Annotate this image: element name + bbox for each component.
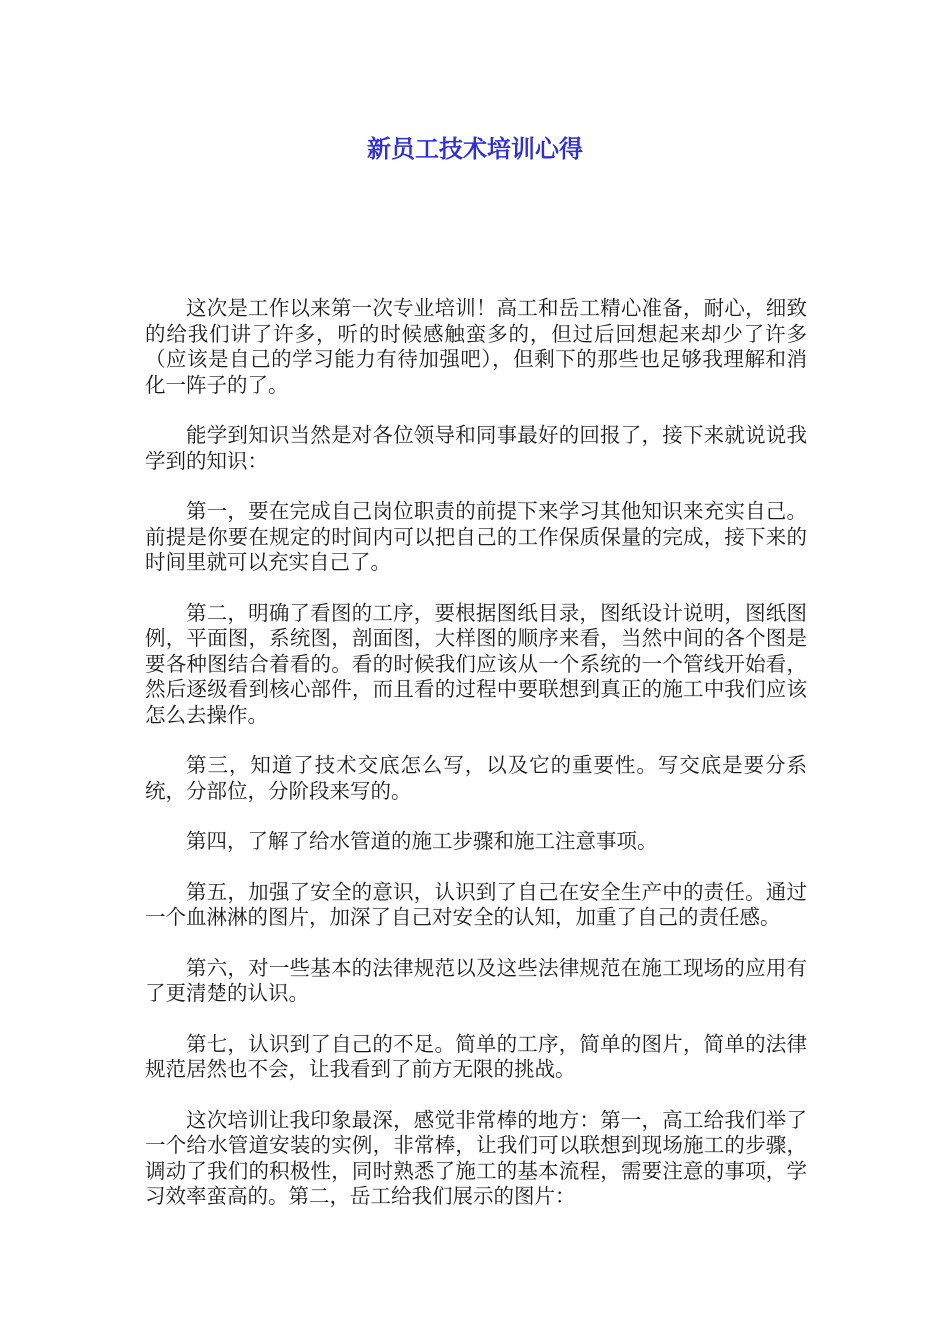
document-title: 新员工技术培训心得	[367, 135, 583, 163]
paragraph-6: 第四，了解了给水管道的施工步骤和施工注意事项。	[186, 829, 658, 853]
paragraph-2: 能学到知识当然是对各位领导和同事最好的回报了，接下来就说说我学到的知识：	[145, 423, 807, 473]
paragraph-9: 第七，认识到了自己的不足。简单的工序，简单的图片，简单的法律规范居然也不会，让我看到了前方无限的挑战。	[145, 1031, 807, 1081]
document-body	[145, 296, 807, 1235]
paragraph-3: 第一，要在完成自己岗位职责的前提下来学习其他知识来充实自己。前提是你要在规定的时间内可以把自己的工作保质保量的完成，接下来的时间里就可以充实自己了。	[145, 499, 807, 574]
paragraph-5: 第三，知道了技术交底怎么写，以及它的重要性。写交底是要分系统，分部位，分阶段来写的。	[145, 753, 807, 803]
paragraph-7: 第五，加强了安全的意识，认识到了自己在安全生产中的责任。通过一个血淋淋的图片，加深了自己对安全的认知，加重了自己的责任感。	[145, 879, 807, 929]
paragraph-1: 这次是工作以来第一次专业培训！高工和岳工精心准备，耐心，细致的给我们讲了许多，听的时候感触蛮多的，但过后回想起来却少了许多（应该是自己的学习能力有待加强吧），但剩下的那些也足够我理解和消化一阵子的了。	[145, 296, 807, 397]
paragraph-10: 这次培训让我印象最深，感觉非常棒的地方：第一，高工给我们举了一个给水管道安装的实例，非常棒，让我们可以联想到现场施工的步骤，调动了我们的积极性，同时熟悉了施工的基本流程，需要注意的事项，学习效率蛮高的。第二，岳工给我们展示的图片：	[145, 1107, 807, 1208]
paragraph-4: 第二，明确了看图的工序，要根据图纸目录，图纸设计说明，图纸图例，平面图，系统图，剖面图，大样图的顺序来看，当然中间的各个图是要各种图结合着看的。看的时候我们应该从一个系统的一个管线开始看，然后逐级看到核心部件，而且看的过程中要联想到真正的施工中我们应该怎么去操作。	[145, 600, 807, 727]
paragraph-8: 第六，对一些基本的法律规范以及这些法律规范在施工现场的应用有了更清楚的认识。	[145, 955, 807, 1005]
